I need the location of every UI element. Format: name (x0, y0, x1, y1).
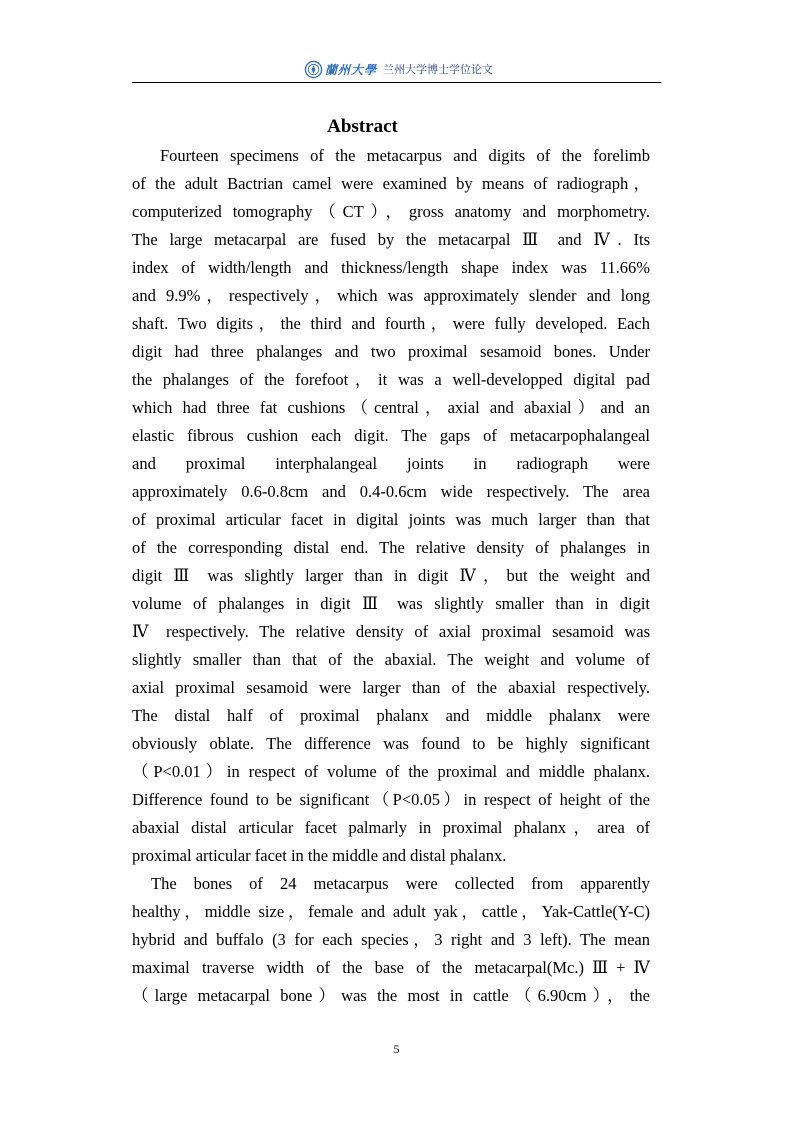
text-line: volume of phalanges in digit Ⅲ was slightly smaller than in digit (132, 594, 650, 613)
header-title: 兰州大学博士学位论文 (383, 63, 494, 76)
text-line: abaxial distal articular facet palmarly in proximal phalanx，area of (132, 818, 650, 837)
text-line: which had three fat cushions（central，axial and abaxial）and an (132, 398, 650, 417)
page-header (132, 56, 661, 83)
abstract-body (132, 142, 650, 1010)
abstract-heading: Abstract (327, 116, 398, 137)
text-line: slightly smaller than that of the abaxial. The weight and volume of (132, 650, 650, 669)
text-line: digit had three phalanges and two proximal sesamoid bones. Under (132, 342, 650, 361)
text-line: maximal traverse width of the base of the metacarpal(Mc.)Ⅲ+Ⅳ (132, 958, 650, 977)
text-line: elastic fibrous cushion each digit. The gaps of metacarpophalangeal (132, 426, 650, 445)
university-logo-text: 蘭州大學 (325, 62, 378, 77)
text-line: axial proximal sesamoid were larger than of the abaxial respectively. (132, 678, 650, 697)
text-line: computerized tomography（CT），gross anatomy and morphometry. (132, 202, 650, 221)
text-line: digit Ⅲ was slightly larger than in digit Ⅳ，but the weight and (132, 566, 650, 585)
text-line: and 9.9%，respectively，which was approximately slender and long (132, 286, 650, 305)
text-line: The distal half of proximal phalanx and middle phalanx were (132, 706, 650, 725)
text-line: the phalanges of the forefoot，it was a well-developped digital pad (132, 370, 650, 389)
text-line: of proximal articular facet in digital joints was much larger than that (132, 510, 650, 529)
text-line: The bones of 24 metacarpus were collected from apparently (151, 874, 650, 893)
text-line: The large metacarpal are fused by the metacarpal Ⅲ and Ⅳ. Its (132, 230, 650, 249)
text-line: hybrid and buffalo (3 for each species，3 right and 3 left). The mean (132, 930, 650, 949)
text-line: proximal articular facet in the middle and distal phalanx. (132, 846, 507, 865)
text-line: approximately 0.6-0.8cm and 0.4-0.6cm wide respectively. The area (132, 482, 650, 501)
page-number: 5 (393, 1042, 400, 1056)
text-line: healthy，middle size，female and adult yak，cattle，Yak-Cattle(Y-C) (132, 902, 650, 921)
text-line: （P<0.01）in respect of volume of the proximal and middle phalanx. (132, 762, 650, 781)
text-line: Difference found to be significant（P<0.05）in respect of height of the (132, 790, 650, 809)
text-line: （large metacarpal bone）was the most in cattle（6.90cm），the (132, 986, 650, 1005)
text-line: Fourteen specimens of the metacarpus and digits of the forelimb (160, 146, 650, 165)
text-line: of the corresponding distal end. The relative density of phalanges in (132, 538, 650, 557)
text-line: Ⅳ respectively. The relative density of axial proximal sesamoid was (132, 622, 650, 641)
text-line: index of width/length and thickness/length shape index was 11.66% (132, 258, 650, 277)
header-content (304, 59, 493, 79)
text-line: shaft. Two digits，the third and fourth，were fully developed. Each (132, 314, 650, 333)
text-line: and proximal interphalangeal joints in radiograph were (132, 454, 650, 473)
university-seal-icon (304, 60, 323, 79)
text-line: obviously oblate. The difference was found to be highly significant (132, 734, 650, 753)
text-line: of the adult Bactrian camel were examined by means of radiograph， (132, 174, 650, 193)
